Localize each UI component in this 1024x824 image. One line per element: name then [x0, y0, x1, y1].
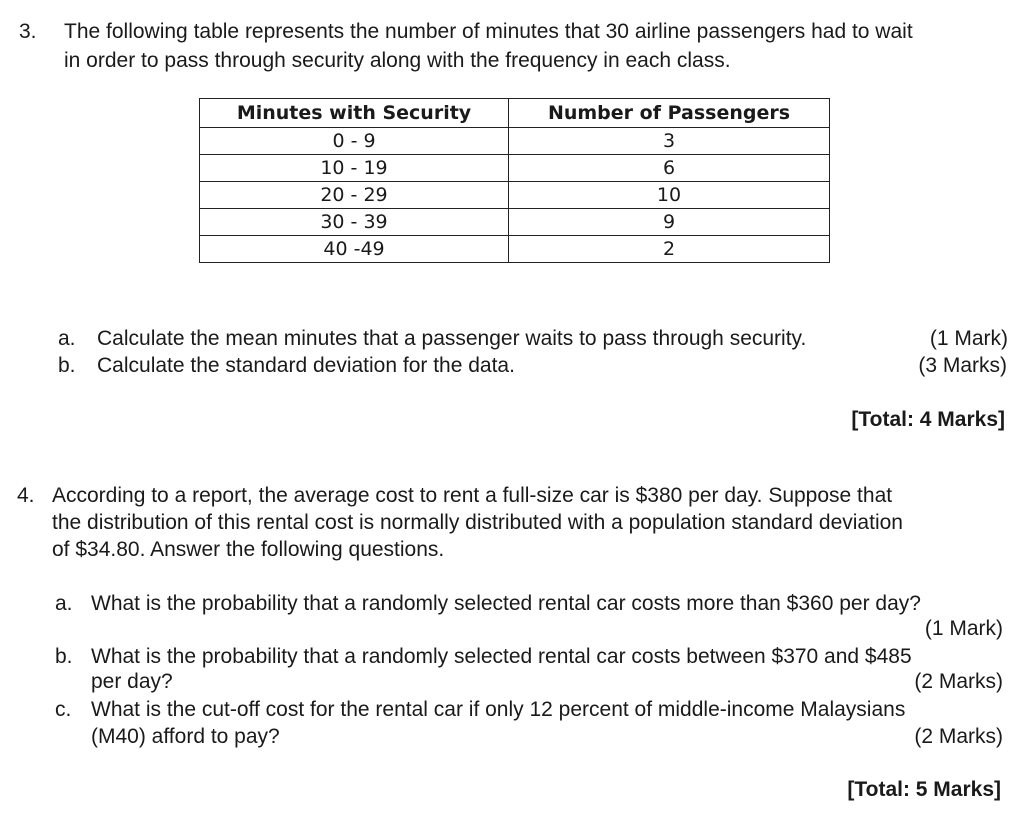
table-cell: 10 - 19 [200, 155, 509, 182]
sub-question-text: What is the cut-off cost for the rental car if only 12 percent of middle-income Malaysians [91, 698, 906, 721]
sub-question-letter: b. [58, 354, 76, 377]
column-header: Number of Passengers [509, 99, 830, 128]
sub-question-text: Calculate the standard deviation for the data. [97, 354, 515, 377]
sub-question-letter: a. [55, 592, 73, 615]
table-row [200, 236, 830, 263]
table-cell: 0 - 9 [200, 128, 509, 155]
table-cell: 6 [509, 155, 830, 182]
table-row [200, 209, 830, 236]
table-cell: 10 [509, 182, 830, 209]
sub-question-text: Calculate the mean minutes that a passenger waits to pass through security. [97, 327, 807, 350]
sub-question-text: per day? [91, 670, 173, 693]
frequency-table [199, 98, 830, 263]
question-text-line: of $34.80. Answer the following questions. [52, 538, 445, 561]
table-row [200, 182, 830, 209]
table-cell: 9 [509, 209, 830, 236]
marks-label: (3 Marks) [918, 354, 1007, 377]
marks-label: (2 Marks) [914, 670, 1003, 693]
table-cell: 2 [509, 236, 830, 263]
sub-question-letter: b. [55, 645, 73, 668]
marks-label: (1 Mark) [924, 617, 1003, 640]
sub-question-text: What is the probability that a randomly selected rental car costs between $370 and $485 [91, 645, 912, 668]
table-row [200, 128, 830, 155]
table-cell: 40 -49 [200, 236, 509, 263]
question-text-line: According to a report, the average cost to rent a full-size car is $380 per day. Suppose that [52, 484, 893, 507]
table-cell: 20 - 29 [200, 182, 509, 209]
question-number: 3. [19, 20, 37, 43]
sub-question-text: (M40) afford to pay? [91, 725, 280, 748]
marks-label: (1 Mark) [929, 327, 1008, 350]
total-marks: [Total: 4 Marks] [851, 408, 1005, 431]
sub-question-letter: a. [58, 327, 76, 350]
sub-question-text: What is the probability that a randomly selected rental car costs more than $360 per day? [91, 592, 921, 615]
question-text-line: the distribution of this rental cost is normally distributed with a population standard deviation [52, 511, 903, 534]
sub-question-letter: c. [55, 698, 72, 721]
total-marks: [Total: 5 Marks] [847, 778, 1001, 801]
table-header-row [200, 99, 830, 128]
question-number: 4. [17, 484, 35, 507]
question-text-line: The following table represents the number of minutes that 30 airline passengers had to wait [64, 20, 913, 43]
column-header: Minutes with Security [200, 99, 509, 128]
table-cell: 3 [509, 128, 830, 155]
marks-label: (2 Marks) [914, 725, 1003, 748]
table-cell: 30 - 39 [200, 209, 509, 236]
table-row [200, 155, 830, 182]
question-text-line: in order to pass through security along with the frequency in each class. [64, 49, 731, 72]
